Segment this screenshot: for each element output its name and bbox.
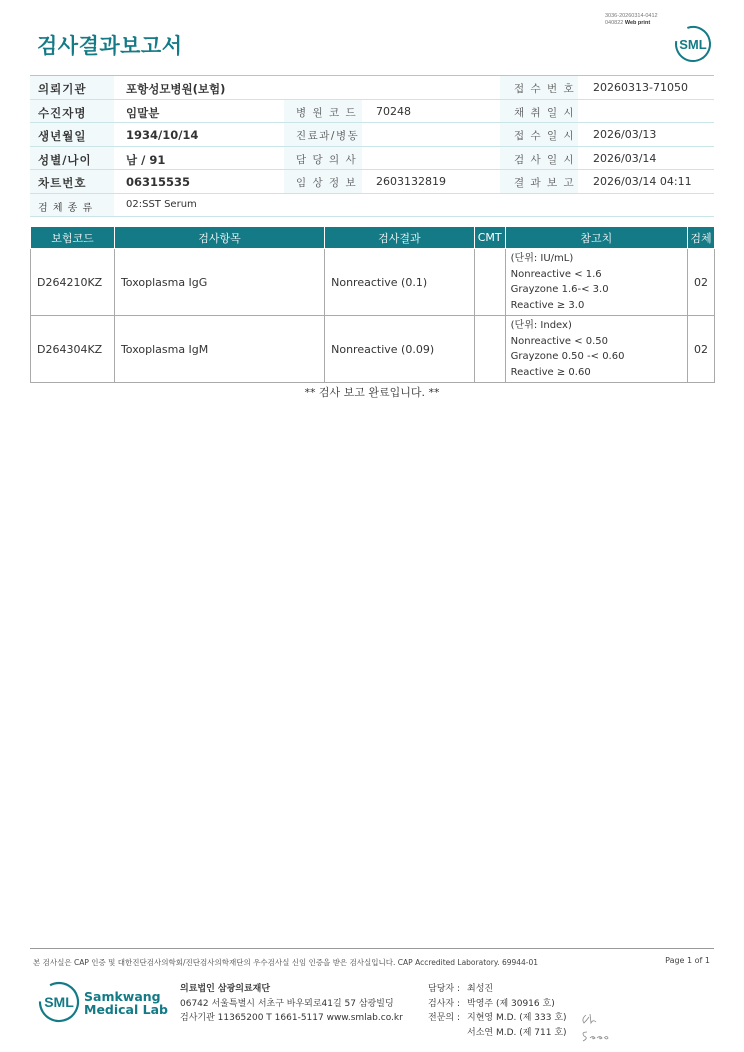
- staff-row: [428, 997, 567, 1012]
- info-row: [30, 170, 714, 194]
- info-value: 20260313-71050: [593, 81, 688, 94]
- reference-range: [505, 249, 687, 316]
- document-id: [605, 13, 658, 27]
- sml-footer-logo-text: SML: [44, 994, 74, 1010]
- staff-role: 전문의 :: [428, 1013, 460, 1023]
- sml-footer-logo-icon: [37, 980, 81, 1024]
- web-print-label: Web print: [624, 20, 651, 26]
- col-reference: 참고치: [505, 227, 687, 249]
- sml-logo-text: SML: [679, 37, 707, 52]
- info-row: [30, 147, 714, 171]
- info-label: 병 원 코 드: [296, 106, 358, 119]
- col-test-result: 검사결과: [325, 227, 475, 249]
- page-number: Page 1 of 1: [665, 956, 710, 965]
- staff-list: [428, 982, 567, 1040]
- info-label: 의뢰기관: [38, 82, 87, 96]
- info-label: 접 수 번 호: [514, 83, 576, 95]
- cmt-cell: [474, 316, 505, 383]
- col-insurance-code: 보험코드: [31, 227, 115, 249]
- info-value: 70248: [376, 104, 411, 118]
- info-value: 남 / 91: [126, 152, 166, 167]
- info-value: 2026/03/14 04:11: [593, 175, 692, 188]
- info-value: 2026/03/13: [593, 128, 657, 141]
- footer-divider: [30, 948, 714, 949]
- reference-line: (단위: IU/mL): [510, 253, 574, 264]
- cmt-cell: [474, 249, 505, 316]
- info-label: 생년월일: [38, 129, 87, 143]
- specimen-code: 02: [687, 249, 714, 316]
- specimen-code: 02: [687, 316, 714, 383]
- info-value: 임말분: [126, 105, 160, 120]
- info-label: 진료과/병동: [296, 130, 360, 142]
- test-result: Nonreactive (0.1): [325, 249, 475, 316]
- patient-info-table: [30, 75, 714, 217]
- staff-row: [428, 982, 567, 997]
- staff-name: 지현영 M.D. (제 333 호): [467, 1013, 567, 1023]
- staff-row: [428, 1011, 567, 1026]
- reference-line: (단위: Index): [510, 320, 572, 331]
- info-value: 2603132819: [376, 175, 446, 188]
- org-name: 의료법인 삼광의료재단: [180, 984, 271, 994]
- staff-name: 박영주 (제 30916 호): [467, 998, 555, 1009]
- reference-range: [505, 316, 687, 383]
- info-row: [30, 194, 714, 218]
- info-label: 결 과 보 고: [514, 177, 576, 189]
- staff-row: [428, 1026, 567, 1041]
- brand-name: [84, 990, 168, 1016]
- organization-info: [180, 982, 403, 1026]
- info-value: 포항성모병원(보험): [126, 82, 226, 96]
- staff-name: 서소연 M.D. (제 711 호): [467, 1027, 567, 1038]
- table-row: [31, 249, 715, 316]
- staff-name: 최성진: [467, 984, 494, 994]
- document-id-line1: 3036-20260314-0412: [605, 13, 658, 19]
- info-value: 2026/03/14: [593, 151, 657, 165]
- document-id-line2: 040822: [605, 20, 624, 26]
- info-value: 06315535: [126, 175, 191, 189]
- table-row: [31, 316, 715, 383]
- staff-role: 검사자 :: [428, 998, 460, 1009]
- info-value: 02:SST Serum: [126, 198, 197, 210]
- results-header-row: [31, 227, 715, 249]
- info-label: 검 사 일 시: [514, 153, 576, 166]
- insurance-code: D264304KZ: [31, 316, 115, 383]
- brand-line2: Medical Lab: [84, 1002, 168, 1017]
- reference-line: Nonreactive < 1.6: [510, 268, 602, 280]
- results-table: [30, 226, 715, 383]
- signature-image: [578, 1008, 610, 1044]
- sml-logo-icon: [673, 24, 713, 64]
- reference-line: Grayzone 0.50 -< 0.60: [510, 351, 625, 362]
- info-label: 성별/나이: [38, 152, 92, 167]
- info-label: 검 체 종 류: [38, 202, 94, 214]
- test-item: Toxoplasma IgM: [114, 316, 324, 383]
- reference-line: Nonreactive < 0.50: [510, 335, 609, 347]
- info-value: 1934/10/14: [126, 128, 199, 142]
- reference-line: Reactive ≥ 3.0: [510, 299, 585, 311]
- info-row: [30, 100, 714, 124]
- col-test-item: 검사항목: [114, 227, 324, 249]
- col-specimen: 검체: [687, 227, 714, 249]
- info-label: 담 당 의 사: [296, 153, 358, 166]
- test-item: Toxoplasma IgG: [114, 249, 324, 316]
- reference-line: Reactive ≥ 0.60: [510, 366, 591, 378]
- brand-line1: Samkwang: [84, 989, 161, 1004]
- info-row: [30, 76, 714, 100]
- org-contact: 검사기관 11365200 T 1661-5117 www.smlab.co.kr: [180, 1013, 403, 1023]
- info-row: [30, 123, 714, 147]
- completion-message: ** 검사 보고 완료입니다. **: [304, 386, 440, 399]
- info-label: 접 수 일 시: [514, 130, 576, 142]
- staff-role: 담당자 :: [428, 984, 460, 994]
- info-label: 수진자명: [38, 105, 87, 120]
- reference-line: Grayzone 1.6-< 3.0: [510, 284, 609, 295]
- info-label: 채 취 일 시: [514, 106, 576, 119]
- col-cmt: CMT: [474, 227, 505, 249]
- test-result: Nonreactive (0.09): [325, 316, 475, 383]
- info-label: 차트번호: [38, 176, 87, 190]
- info-label: 임 상 정 보: [296, 177, 358, 189]
- org-address: 06742 서울특별시 서초구 바우뫼로41길 57 삼광빌딩: [180, 998, 394, 1009]
- insurance-code: D264210KZ: [31, 249, 115, 316]
- page-title: 검사결과보고서: [37, 34, 183, 58]
- certification-note: 본 검사실은 CAP 인증 및 대한진단검사의학회/진단검사의학재단의 우수검사실 신임 인증을 받은 검사실입니다. CAP Accredited Laboratory. 69944-01: [33, 958, 539, 967]
